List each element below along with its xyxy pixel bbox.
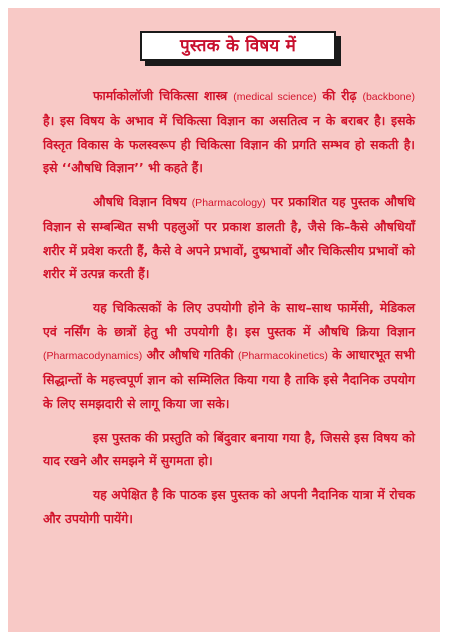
paragraph-text: इस पुस्तक की प्रस्तुति को बिंदुवार बनाया गया है, जिससे इस विषय को याद रखने और समझने में सुगमता हो। bbox=[43, 429, 415, 469]
paragraph-3 bbox=[43, 296, 415, 414]
paragraph-4 bbox=[43, 426, 415, 473]
body-text bbox=[43, 84, 415, 530]
paragraph-text: औषधि विज्ञान विषय bbox=[93, 194, 192, 210]
paragraph-text: यह अपेक्षित है कि पाठक इस पुस्तक को अपनी नैदानिक यात्रा में रोचक और उपयोगी पायेंगे। bbox=[43, 487, 415, 526]
paragraph-text: यह चिकित्सकों के लिए उपयोगी होने के साथ–साथ फार्मेसी, मेडिकल एवं नर्सिंग के छात्रों हेतु भी उपयोगी है। इस पुस्तक में औषधि क्रिया विज्ञान bbox=[43, 300, 415, 339]
paragraph-5 bbox=[43, 483, 415, 530]
paragraph-text: है। इस विषय के अभाव में चिकित्सा विज्ञान का असतित्व न के बराबर है। इसके विस्तृत विकास के फलस्वरूप ही चिकित्सा विज्ञान की प्रगति सम्भव हो सकती है। इसे ‘‘औषधि विज्ञान’’ भी कहते हैं। bbox=[43, 113, 415, 175]
paragraph-text: पर प्रकाशित यह पुस्तक औषधि विज्ञान से सम्बन्धित सभी पहलुओं पर प्रकाश डालती है, जैसे कि–कैसे औषधियाँ शरीर में प्रवेश करती हैं, कैसे वे अपने प्रभावों, दुष्प्रभावों और चिकित्सीय प्रभावों को शरीर में उत्पन्न करती हैं। bbox=[43, 194, 415, 282]
paragraph-text: की रीढ़ bbox=[316, 88, 363, 103]
paragraph-text: फार्माकोलॉजी चिकित्सा शास्त्र bbox=[93, 88, 234, 103]
english-term: (Pharmacodynamics) bbox=[43, 349, 143, 362]
english-term: (Pharmacology) bbox=[191, 197, 266, 210]
paragraph-text: के आधारभूत सभी सिद्धान्तों के महत्त्वपूर्ण ज्ञान को सम्मिलित किया गया है ताकि इसे नैदानिक उपयोग के लिए समझदारी से लागू किया जा सके। bbox=[43, 346, 415, 411]
page-title: पुस्तक के विषय में bbox=[140, 31, 336, 61]
paragraph-1 bbox=[43, 84, 415, 179]
paragraph-text: और औषधि गतिकी bbox=[142, 346, 238, 362]
title-block bbox=[140, 31, 336, 61]
english-term: (medical science) bbox=[233, 91, 317, 103]
english-term: (backbone) bbox=[362, 91, 415, 103]
english-term: (Pharmacokinetics) bbox=[237, 349, 328, 362]
paragraph-2 bbox=[43, 190, 415, 285]
